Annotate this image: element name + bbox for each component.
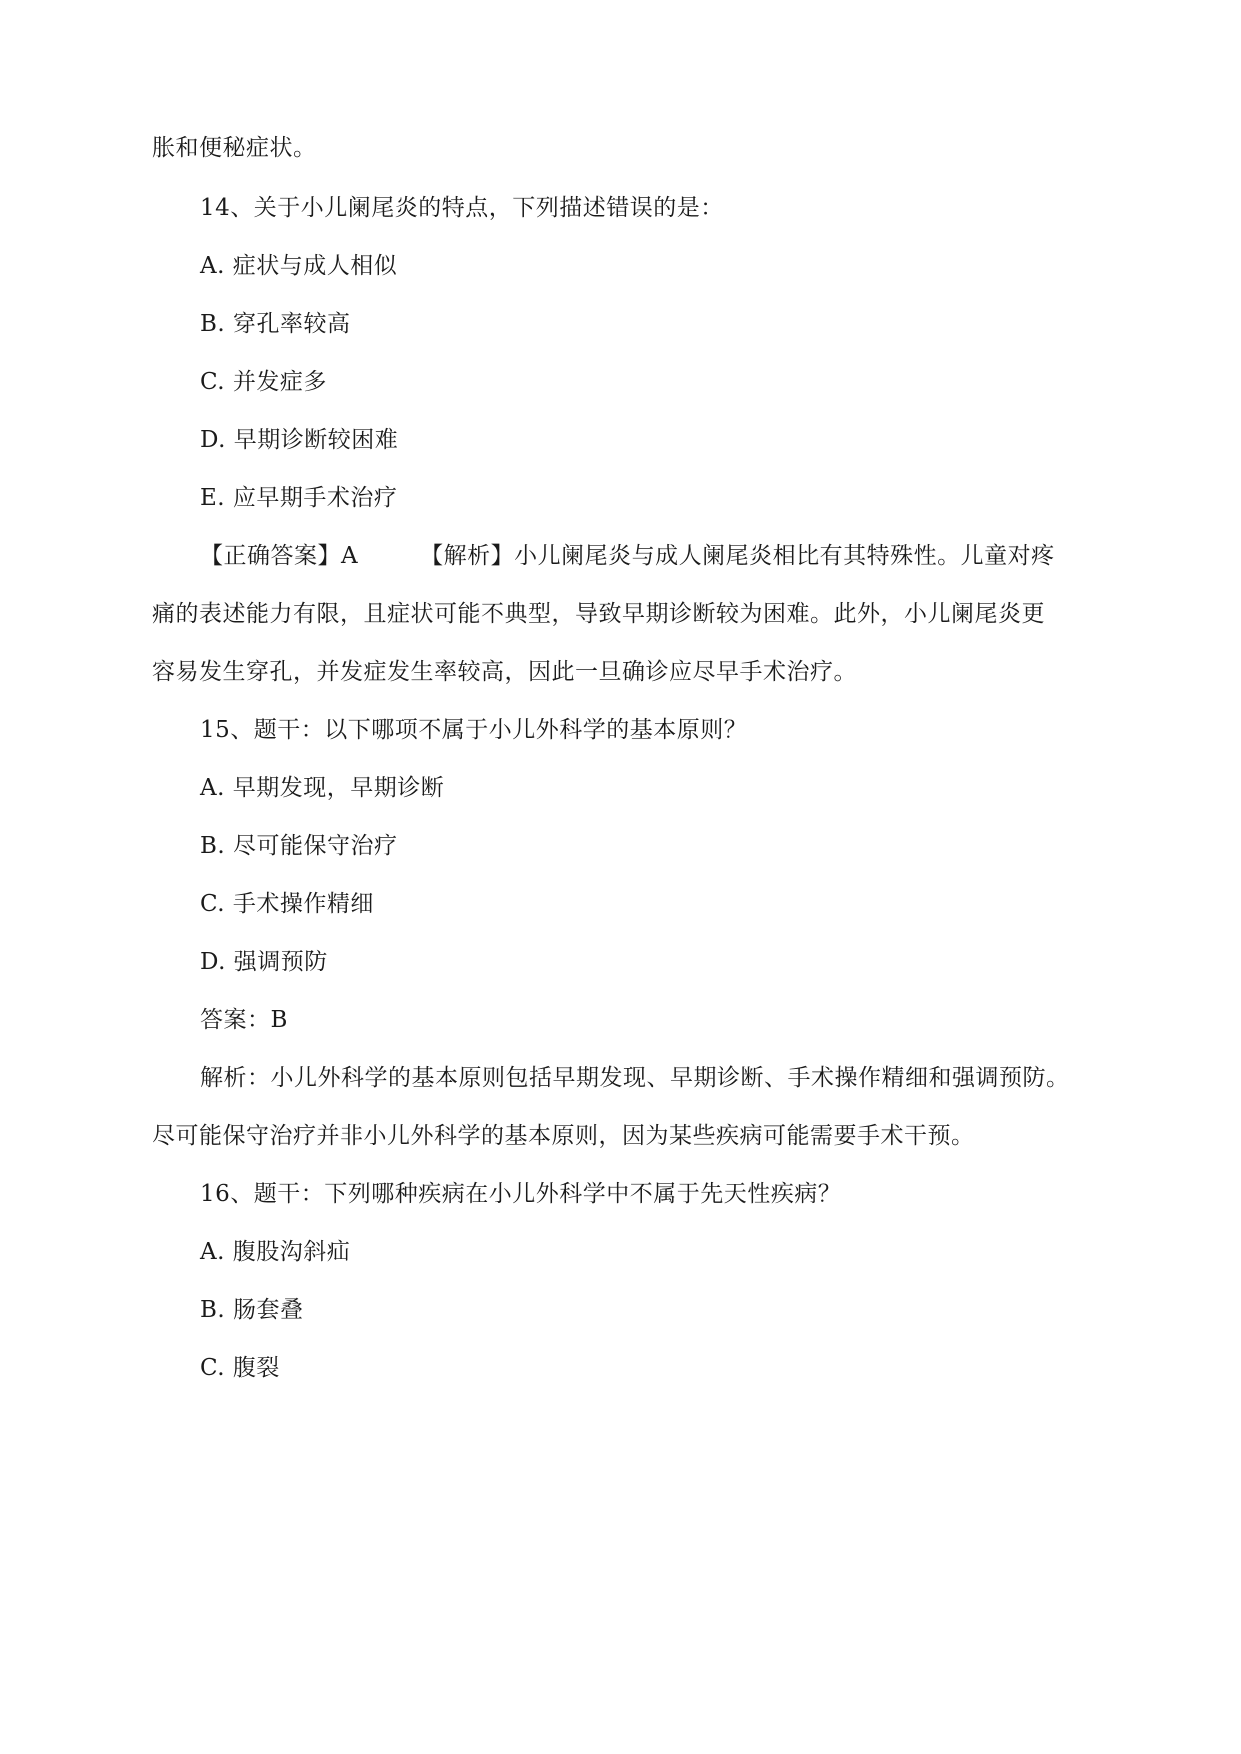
question-14-option-b: B. 穿孔率较高 [200,311,351,337]
continuation-text: 胀和便秘症状。 [152,135,317,161]
question-15-option-d: D. 强调预防 [200,949,328,975]
question-15-analysis-line-2: 尽可能保守治疗并非小儿外科学的基本原则，因为某些疾病可能需要手术干预。 [152,1123,975,1149]
question-14-analysis-line-1: 【解析】小儿阑尾炎与成人阑尾炎相比有其特殊性。儿童对疼 [420,543,1055,569]
question-14-answer: 【正确答案】A [200,543,359,569]
question-15-option-b: B. 尽可能保守治疗 [200,833,398,859]
question-14-analysis-line-2: 痛的表述能力有限，且症状可能不典型，导致早期诊断较为困难。此外，小儿阑尾炎更 [152,601,1045,627]
question-14-option-c: C. 并发症多 [200,369,327,395]
question-14-option-e: E. 应早期手术治疗 [200,485,398,511]
question-16-option-b: B. 肠套叠 [200,1297,304,1323]
question-15-option-a: A. 早期发现，早期诊断 [200,775,445,801]
question-15-option-c: C. 手术操作精细 [200,891,374,917]
question-15-analysis-line-1: 解析：小儿外科学的基本原则包括早期发现、早期诊断、手术操作精细和强调预防。 [200,1065,1070,1091]
question-16-option-a: A. 腹股沟斜疝 [200,1239,351,1265]
question-15-answer: 答案：B [200,1007,288,1033]
question-14-analysis-line-3: 容易发生穿孔，并发症发生率较高，因此一旦确诊应尽早手术治疗。 [152,659,857,685]
question-15-stem: 15、题干：以下哪项不属于小儿外科学的基本原则？ [200,717,748,743]
question-14-option-d: D. 早期诊断较困难 [200,427,399,453]
question-16-option-c: C. 腹裂 [200,1355,280,1381]
question-16-stem: 16、题干：下列哪种疾病在小儿外科学中不属于先天性疾病？ [200,1181,842,1207]
question-14-option-a: A. 症状与成人相似 [200,253,398,279]
question-14-answer-analysis [200,541,1055,571]
question-14-stem: 14、关于小儿阑尾炎的特点，下列描述错误的是： [200,195,724,221]
